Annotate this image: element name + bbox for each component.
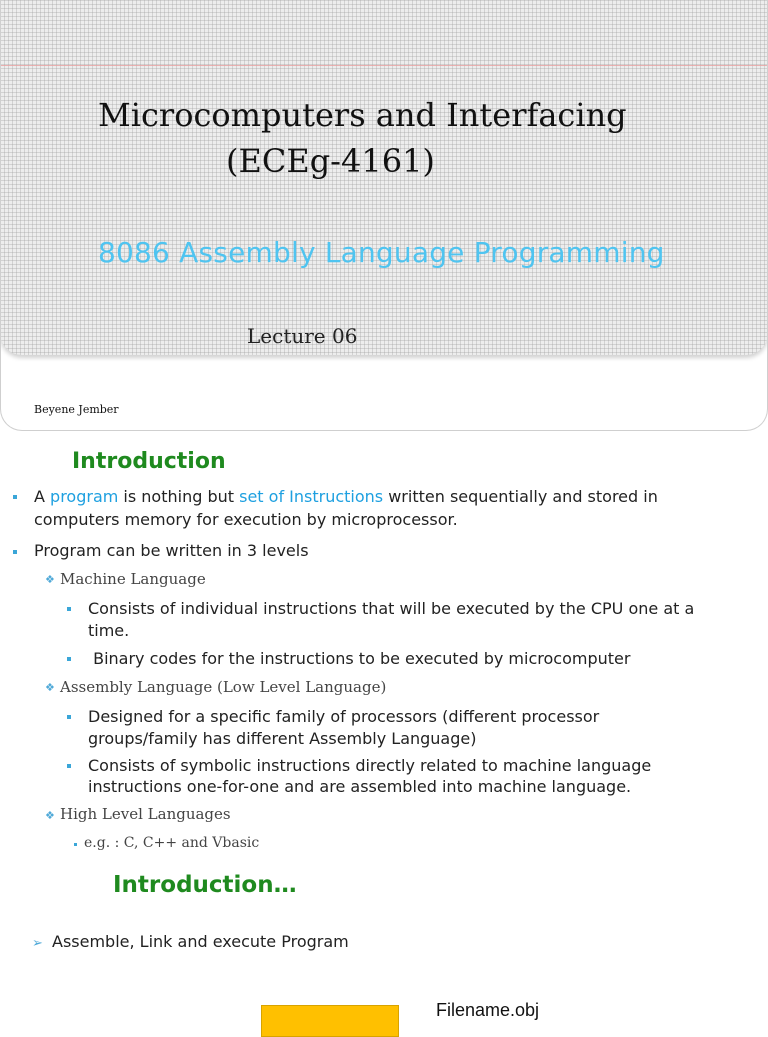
highlight-program: program: [50, 487, 119, 506]
machine-point-2: Binary codes for the instructions to be executed by microcomputer: [88, 649, 631, 668]
process-box: [261, 1005, 399, 1037]
footer-divider: [95, 430, 673, 431]
diamond-bullet-icon: ❖: [45, 573, 55, 586]
bullet-icon: [67, 764, 71, 768]
level-assembly-language: Assembly Language (Low Level Language): [60, 678, 387, 696]
author-name: Beyene Jember: [34, 403, 119, 416]
text-segment: written sequentially and stored in: [383, 487, 658, 506]
bullet-program-definition-cont: computers memory for execution by microprocessor.: [34, 510, 458, 529]
bullet-icon: [67, 657, 71, 661]
bullet-icon: [13, 550, 17, 554]
slide-subtitle: 8086 Assembly Language Programming: [98, 236, 665, 269]
course-code: (ECEg-4161): [226, 142, 435, 180]
course-title: [98, 92, 718, 184]
bullet-icon: [13, 495, 17, 499]
diamond-bullet-icon: ❖: [45, 681, 55, 694]
level-high-level-languages: High Level Languages: [60, 805, 231, 823]
assembly-point-2: Consists of symbolic instructions directly related to machine language: [88, 756, 652, 775]
assembly-point-1: Designed for a specific family of processors (different processor: [88, 707, 600, 726]
introduction-slide: [0, 440, 768, 860]
introduction-continued-slide: [0, 860, 768, 1024]
bullet-icon: [67, 715, 71, 719]
assembly-point-1-cont: groups/family has different Assembly Language): [88, 729, 477, 748]
bullet-icon: [67, 607, 71, 611]
diamond-bullet-icon: ❖: [45, 809, 55, 822]
machine-point-1-cont: time.: [88, 621, 130, 640]
lecture-number: Lecture 06: [247, 324, 358, 348]
text-segment: is nothing but: [118, 487, 240, 506]
object-file-label: Filename.obj: [436, 1000, 540, 1020]
slide-heading: Introduction: [72, 449, 226, 474]
assemble-link-execute-bullet: Assemble, Link and execute Program: [52, 932, 349, 951]
high-level-examples: e.g. : C, C++ and Vbasic: [84, 835, 260, 851]
decorative-rule: [0, 65, 768, 66]
bullet-program-definition: [34, 486, 658, 508]
level-machine-language: Machine Language: [60, 570, 206, 588]
course-title-line1: Microcomputers and Interfacing: [98, 96, 627, 134]
title-slide: [0, 0, 768, 432]
bullet-levels: Program can be written in 3 levels: [34, 541, 309, 560]
bullet-icon: [74, 843, 77, 846]
slide-heading: Introduction…: [113, 872, 297, 898]
arrow-bullet-icon: ➢: [32, 936, 43, 951]
assembly-point-2-cont: instructions one-for-one and are assembled into machine language.: [88, 777, 632, 796]
text-segment: A: [34, 487, 51, 506]
highlight-instructions: set of Instructions: [239, 487, 384, 506]
machine-point-1: Consists of individual instructions that will be executed by the CPU one at a: [88, 599, 695, 618]
